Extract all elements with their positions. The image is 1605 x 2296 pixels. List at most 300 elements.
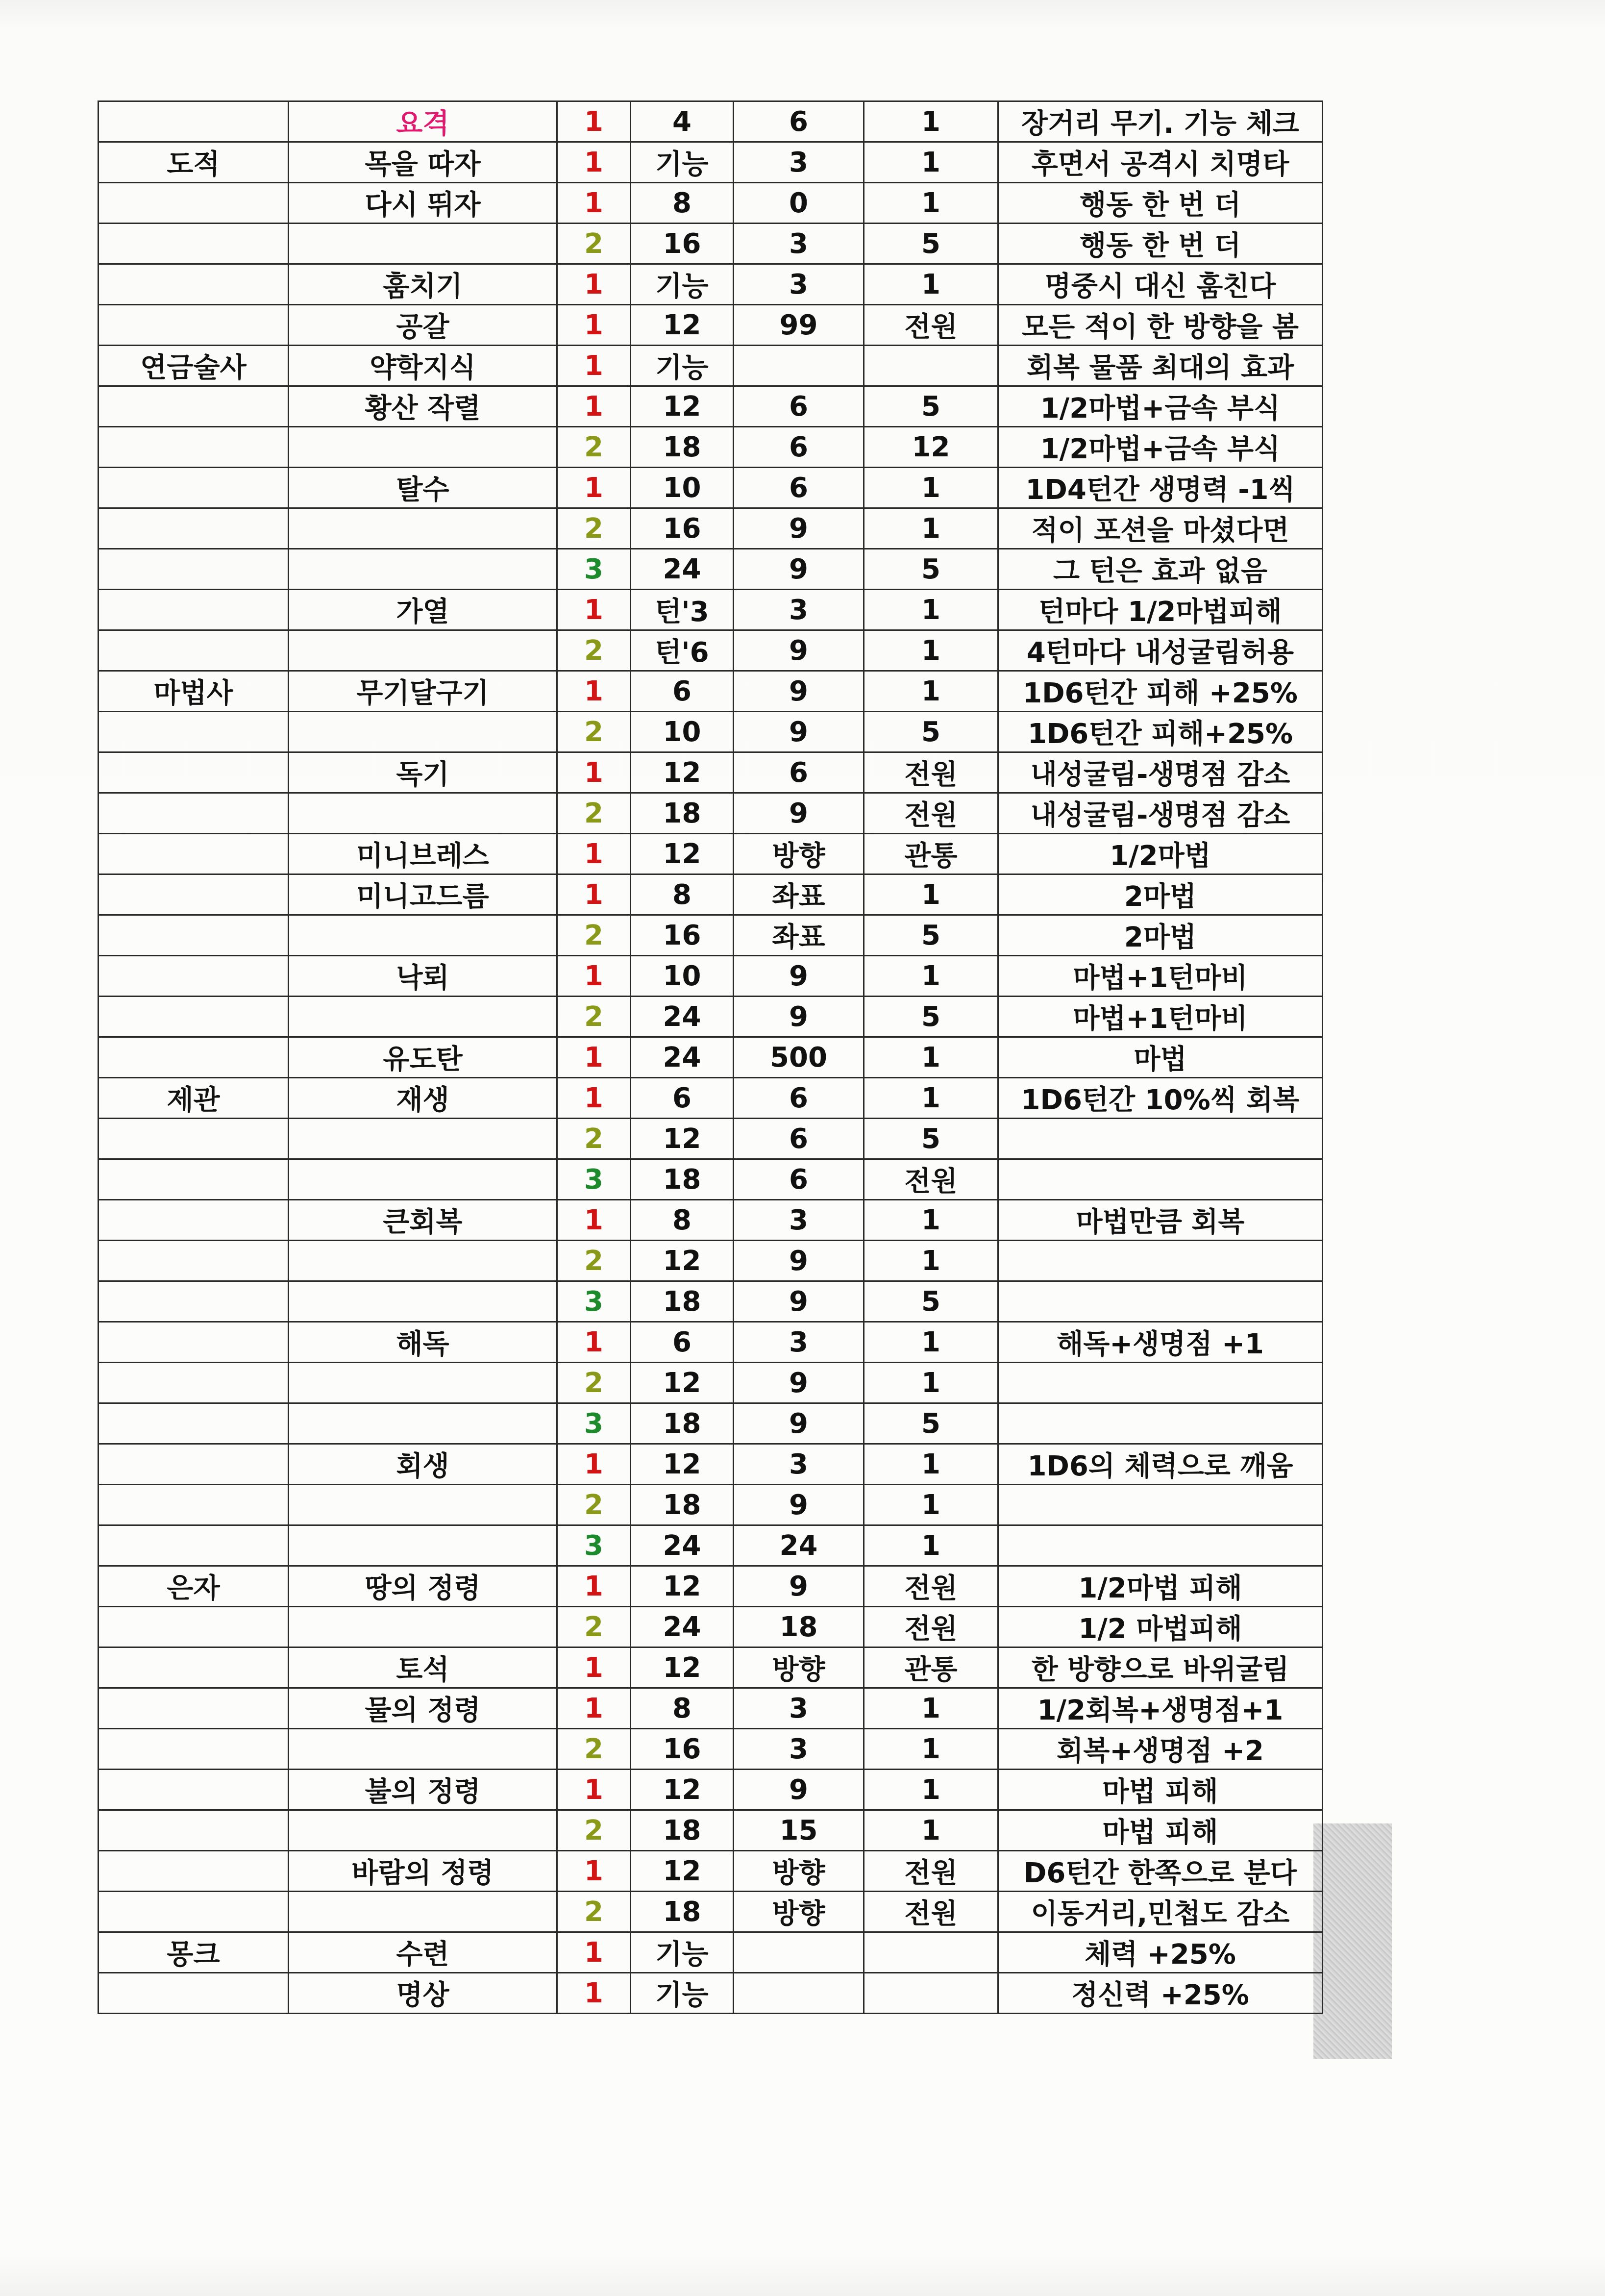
class-cell bbox=[99, 1403, 289, 1444]
range-cell: 3 bbox=[734, 1444, 864, 1485]
target-cell: 1 bbox=[864, 1770, 998, 1810]
table-row bbox=[99, 671, 1323, 712]
table-row bbox=[99, 752, 1323, 793]
skill-name-cell: 미니고드름 bbox=[289, 874, 557, 915]
cost-cell: 18 bbox=[631, 1892, 734, 1932]
class-cell bbox=[99, 101, 289, 142]
target-cell: 5 bbox=[864, 386, 998, 427]
skill-name-cell bbox=[289, 1607, 557, 1647]
class-cell bbox=[99, 305, 289, 346]
target-cell: 1 bbox=[864, 590, 998, 630]
range-cell: 방향 bbox=[734, 834, 864, 874]
effect-cell bbox=[998, 1119, 1323, 1159]
skill-name-cell bbox=[289, 1363, 557, 1403]
cost-cell: 턴'3 bbox=[631, 590, 734, 630]
effect-cell: 내성굴림-생명점 감소 bbox=[998, 793, 1323, 834]
cost-cell: 18 bbox=[631, 1485, 734, 1525]
cost-cell: 18 bbox=[631, 427, 734, 468]
table-row bbox=[99, 834, 1323, 874]
target-cell: 5 bbox=[864, 1281, 998, 1322]
skill-name-cell: 수련 bbox=[289, 1932, 557, 1973]
cost-cell: 12 bbox=[631, 1770, 734, 1810]
target-cell: 1 bbox=[864, 1810, 998, 1851]
range-cell: 9 bbox=[734, 997, 864, 1037]
level-cell: 1 bbox=[557, 1566, 631, 1607]
table-row bbox=[99, 1973, 1323, 2014]
table-row bbox=[99, 1647, 1323, 1688]
level-cell: 1 bbox=[557, 101, 631, 142]
cost-cell: 턴'6 bbox=[631, 630, 734, 671]
target-cell: 전원 bbox=[864, 1892, 998, 1932]
cost-cell: 기능 bbox=[631, 1973, 734, 2014]
cost-cell: 8 bbox=[631, 1200, 734, 1241]
table-row bbox=[99, 142, 1323, 183]
skill-name-cell bbox=[289, 1241, 557, 1281]
target-cell: 전원 bbox=[864, 1607, 998, 1647]
level-cell: 1 bbox=[557, 1770, 631, 1810]
range-cell: 9 bbox=[734, 956, 864, 997]
target-cell: 전원 bbox=[864, 305, 998, 346]
skill-name-cell: 황산 작렬 bbox=[289, 386, 557, 427]
level-cell: 1 bbox=[557, 1037, 631, 1078]
range-cell: 3 bbox=[734, 1729, 864, 1770]
effect-cell: 2마법 bbox=[998, 874, 1323, 915]
table-row bbox=[99, 1729, 1323, 1770]
cost-cell: 12 bbox=[631, 386, 734, 427]
class-cell: 연금술사 bbox=[99, 346, 289, 386]
target-cell: 관통 bbox=[864, 834, 998, 874]
target-cell: 1 bbox=[864, 1078, 998, 1119]
class-cell bbox=[99, 1892, 289, 1932]
skill-name-cell bbox=[289, 1281, 557, 1322]
class-cell bbox=[99, 1200, 289, 1241]
table-row bbox=[99, 427, 1323, 468]
skill-name-cell bbox=[289, 549, 557, 590]
skill-name-cell: 탈수 bbox=[289, 468, 557, 508]
skill-name-cell: 독기 bbox=[289, 752, 557, 793]
class-cell bbox=[99, 630, 289, 671]
table-row bbox=[99, 1932, 1323, 1973]
effect-cell bbox=[998, 1403, 1323, 1444]
skill-name-cell: 다시 뛰자 bbox=[289, 183, 557, 224]
table-row bbox=[99, 1892, 1323, 1932]
skill-name-cell: 무기달구기 bbox=[289, 671, 557, 712]
table-row bbox=[99, 1241, 1323, 1281]
class-cell bbox=[99, 590, 289, 630]
skill-name-cell bbox=[289, 427, 557, 468]
skill-name-cell bbox=[289, 1119, 557, 1159]
level-cell: 1 bbox=[557, 386, 631, 427]
skill-name-cell bbox=[289, 793, 557, 834]
cost-cell: 16 bbox=[631, 224, 734, 264]
table-row bbox=[99, 264, 1323, 305]
effect-cell: 1/2마법 피해 bbox=[998, 1566, 1323, 1607]
class-cell bbox=[99, 1525, 289, 1566]
table-row bbox=[99, 997, 1323, 1037]
class-cell bbox=[99, 1770, 289, 1810]
skill-name-cell: 불의 정령 bbox=[289, 1770, 557, 1810]
cost-cell: 18 bbox=[631, 1159, 734, 1200]
range-cell: 6 bbox=[734, 1159, 864, 1200]
range-cell: 방향 bbox=[734, 1892, 864, 1932]
class-cell bbox=[99, 1647, 289, 1688]
level-cell: 1 bbox=[557, 1078, 631, 1119]
effect-cell: 1/2마법 bbox=[998, 834, 1323, 874]
class-cell bbox=[99, 468, 289, 508]
class-cell: 은자 bbox=[99, 1566, 289, 1607]
skill-name-cell bbox=[289, 630, 557, 671]
range-cell: 3 bbox=[734, 142, 864, 183]
class-cell bbox=[99, 264, 289, 305]
effect-cell bbox=[998, 1363, 1323, 1403]
cost-cell: 6 bbox=[631, 1322, 734, 1363]
effect-cell: 1/2회복+생명점+1 bbox=[998, 1688, 1323, 1729]
table-row bbox=[99, 956, 1323, 997]
range-cell: 방향 bbox=[734, 1647, 864, 1688]
level-cell: 1 bbox=[557, 1932, 631, 1973]
table-row bbox=[99, 1322, 1323, 1363]
skill-name-cell: 토석 bbox=[289, 1647, 557, 1688]
skill-name-cell: 물의 정령 bbox=[289, 1688, 557, 1729]
class-cell bbox=[99, 997, 289, 1037]
skill-name-cell bbox=[289, 508, 557, 549]
table-row bbox=[99, 305, 1323, 346]
range-cell: 좌표 bbox=[734, 874, 864, 915]
class-cell bbox=[99, 1444, 289, 1485]
target-cell: 1 bbox=[864, 101, 998, 142]
class-cell bbox=[99, 874, 289, 915]
skill-name-cell bbox=[289, 1403, 557, 1444]
level-cell: 1 bbox=[557, 183, 631, 224]
level-cell: 1 bbox=[557, 874, 631, 915]
cost-cell: 12 bbox=[631, 1363, 734, 1403]
level-cell: 3 bbox=[557, 1159, 631, 1200]
level-cell: 2 bbox=[557, 712, 631, 752]
cost-cell: 16 bbox=[631, 1729, 734, 1770]
effect-cell: 모든 적이 한 방향을 봄 bbox=[998, 305, 1323, 346]
level-cell: 2 bbox=[557, 224, 631, 264]
table-row bbox=[99, 1810, 1323, 1851]
class-cell bbox=[99, 1363, 289, 1403]
class-cell bbox=[99, 508, 289, 549]
level-cell: 1 bbox=[557, 305, 631, 346]
target-cell: 1 bbox=[864, 264, 998, 305]
skill-name-cell: 회생 bbox=[289, 1444, 557, 1485]
table-row bbox=[99, 1566, 1323, 1607]
table-row bbox=[99, 101, 1323, 142]
cost-cell: 8 bbox=[631, 874, 734, 915]
target-cell: 전원 bbox=[864, 1851, 998, 1892]
range-cell: 방향 bbox=[734, 1851, 864, 1892]
effect-cell: 이동거리,민첩도 감소 bbox=[998, 1892, 1323, 1932]
skill-name-cell: 미니브레스 bbox=[289, 834, 557, 874]
range-cell: 99 bbox=[734, 305, 864, 346]
skill-name-cell bbox=[289, 224, 557, 264]
table-row bbox=[99, 712, 1323, 752]
class-cell bbox=[99, 1159, 289, 1200]
effect-cell: 4턴마다 내성굴림허용 bbox=[998, 630, 1323, 671]
target-cell: 5 bbox=[864, 997, 998, 1037]
target-cell: 1 bbox=[864, 1241, 998, 1281]
skill-name-cell: 명상 bbox=[289, 1973, 557, 2014]
effect-cell: 적이 포션을 마셨다면 bbox=[998, 508, 1323, 549]
level-cell: 1 bbox=[557, 1322, 631, 1363]
skill-name-cell: 훔치기 bbox=[289, 264, 557, 305]
skill-name-cell bbox=[289, 1159, 557, 1200]
cost-cell: 4 bbox=[631, 101, 734, 142]
effect-cell: 1/2마법+금속 부식 bbox=[998, 427, 1323, 468]
skill-name-cell: 큰회복 bbox=[289, 1200, 557, 1241]
range-cell: 6 bbox=[734, 101, 864, 142]
level-cell: 2 bbox=[557, 1892, 631, 1932]
skill-name-cell: 땅의 정령 bbox=[289, 1566, 557, 1607]
class-cell: 마법사 bbox=[99, 671, 289, 712]
level-cell: 2 bbox=[557, 1810, 631, 1851]
target-cell: 1 bbox=[864, 1729, 998, 1770]
class-cell bbox=[99, 1281, 289, 1322]
table-row bbox=[99, 1770, 1323, 1810]
level-cell: 2 bbox=[557, 915, 631, 956]
table-row bbox=[99, 1403, 1323, 1444]
table-row bbox=[99, 346, 1323, 386]
level-cell: 3 bbox=[557, 549, 631, 590]
skill-name-cell: 유도탄 bbox=[289, 1037, 557, 1078]
target-cell: 전원 bbox=[864, 1159, 998, 1200]
effect-cell: 마법+1턴마비 bbox=[998, 956, 1323, 997]
effect-cell: 1D6의 체력으로 깨움 bbox=[998, 1444, 1323, 1485]
table-row bbox=[99, 874, 1323, 915]
target-cell: 5 bbox=[864, 712, 998, 752]
range-cell: 9 bbox=[734, 630, 864, 671]
range-cell: 좌표 bbox=[734, 915, 864, 956]
class-cell bbox=[99, 915, 289, 956]
skill-name-cell bbox=[289, 1485, 557, 1525]
table-row bbox=[99, 468, 1323, 508]
class-cell bbox=[99, 1973, 289, 2014]
skill-name-cell: 바람의 정령 bbox=[289, 1851, 557, 1892]
cost-cell: 기능 bbox=[631, 346, 734, 386]
target-cell: 1 bbox=[864, 508, 998, 549]
table-row bbox=[99, 1037, 1323, 1078]
range-cell: 3 bbox=[734, 590, 864, 630]
level-cell: 1 bbox=[557, 1688, 631, 1729]
level-cell: 1 bbox=[557, 1647, 631, 1688]
effect-cell: 해독+생명점 +1 bbox=[998, 1322, 1323, 1363]
effect-cell: 정신력 +25% bbox=[998, 1973, 1323, 2014]
target-cell: 전원 bbox=[864, 752, 998, 793]
scan-smudge bbox=[1313, 1823, 1392, 2059]
class-cell bbox=[99, 793, 289, 834]
class-cell bbox=[99, 386, 289, 427]
range-cell: 9 bbox=[734, 793, 864, 834]
cost-cell: 24 bbox=[631, 1607, 734, 1647]
level-cell: 1 bbox=[557, 346, 631, 386]
range-cell bbox=[734, 346, 864, 386]
table-row bbox=[99, 1159, 1323, 1200]
target-cell: 12 bbox=[864, 427, 998, 468]
target-cell: 5 bbox=[864, 1403, 998, 1444]
level-cell: 1 bbox=[557, 468, 631, 508]
level-cell: 1 bbox=[557, 956, 631, 997]
level-cell: 2 bbox=[557, 1607, 631, 1647]
cost-cell: 18 bbox=[631, 1810, 734, 1851]
range-cell: 18 bbox=[734, 1607, 864, 1647]
target-cell: 1 bbox=[864, 1322, 998, 1363]
level-cell: 2 bbox=[557, 1485, 631, 1525]
skill-name-cell: 낙뢰 bbox=[289, 956, 557, 997]
cost-cell: 8 bbox=[631, 1688, 734, 1729]
cost-cell: 12 bbox=[631, 1241, 734, 1281]
class-cell bbox=[99, 549, 289, 590]
level-cell: 1 bbox=[557, 264, 631, 305]
target-cell bbox=[864, 346, 998, 386]
skill-name-cell bbox=[289, 1729, 557, 1770]
table-row bbox=[99, 1688, 1323, 1729]
range-cell: 9 bbox=[734, 1770, 864, 1810]
level-cell: 3 bbox=[557, 1403, 631, 1444]
target-cell bbox=[864, 1973, 998, 2014]
effect-cell: 회복 물품 최대의 효과 bbox=[998, 346, 1323, 386]
effect-cell bbox=[998, 1241, 1323, 1281]
skill-name-cell bbox=[289, 997, 557, 1037]
cost-cell: 12 bbox=[631, 1444, 734, 1485]
target-cell bbox=[864, 1932, 998, 1973]
class-cell bbox=[99, 834, 289, 874]
skill-name-cell bbox=[289, 915, 557, 956]
effect-cell: 1D6턴간 10%씩 회복 bbox=[998, 1078, 1323, 1119]
table-row bbox=[99, 508, 1323, 549]
range-cell: 9 bbox=[734, 1566, 864, 1607]
level-cell: 1 bbox=[557, 142, 631, 183]
cost-cell: 12 bbox=[631, 305, 734, 346]
cost-cell: 12 bbox=[631, 1119, 734, 1159]
cost-cell: 6 bbox=[631, 1078, 734, 1119]
table-row bbox=[99, 915, 1323, 956]
level-cell: 3 bbox=[557, 1525, 631, 1566]
level-cell: 1 bbox=[557, 1851, 631, 1892]
target-cell: 1 bbox=[864, 183, 998, 224]
table-row bbox=[99, 1607, 1323, 1647]
effect-cell: 마법+1턴마비 bbox=[998, 997, 1323, 1037]
cost-cell: 12 bbox=[631, 1851, 734, 1892]
level-cell: 1 bbox=[557, 1444, 631, 1485]
class-cell bbox=[99, 1729, 289, 1770]
effect-cell: 마법 bbox=[998, 1037, 1323, 1078]
level-cell: 2 bbox=[557, 1729, 631, 1770]
table-row bbox=[99, 549, 1323, 590]
effect-cell: 턴마다 1/2마법피해 bbox=[998, 590, 1323, 630]
effect-cell: 행동 한 번 더 bbox=[998, 183, 1323, 224]
cost-cell: 24 bbox=[631, 549, 734, 590]
range-cell: 9 bbox=[734, 1363, 864, 1403]
class-cell bbox=[99, 1037, 289, 1078]
target-cell: 1 bbox=[864, 1688, 998, 1729]
target-cell: 전원 bbox=[864, 793, 998, 834]
range-cell: 15 bbox=[734, 1810, 864, 1851]
target-cell: 5 bbox=[864, 224, 998, 264]
effect-cell: 그 턴은 효과 없음 bbox=[998, 549, 1323, 590]
target-cell: 전원 bbox=[864, 1566, 998, 1607]
level-cell: 1 bbox=[557, 1200, 631, 1241]
cost-cell: 18 bbox=[631, 1281, 734, 1322]
range-cell: 0 bbox=[734, 183, 864, 224]
range-cell bbox=[734, 1973, 864, 2014]
class-cell bbox=[99, 1322, 289, 1363]
class-cell: 제관 bbox=[99, 1078, 289, 1119]
effect-cell: 2마법 bbox=[998, 915, 1323, 956]
table-row bbox=[99, 793, 1323, 834]
class-cell bbox=[99, 1607, 289, 1647]
skill-name-cell: 약학지식 bbox=[289, 346, 557, 386]
class-cell bbox=[99, 1241, 289, 1281]
table-row bbox=[99, 183, 1323, 224]
class-cell bbox=[99, 224, 289, 264]
effect-cell: 1D4턴간 생명력 -1씩 bbox=[998, 468, 1323, 508]
target-cell: 1 bbox=[864, 142, 998, 183]
cost-cell: 10 bbox=[631, 712, 734, 752]
cost-cell: 12 bbox=[631, 834, 734, 874]
cost-cell: 16 bbox=[631, 915, 734, 956]
cost-cell: 18 bbox=[631, 793, 734, 834]
level-cell: 2 bbox=[557, 793, 631, 834]
range-cell: 9 bbox=[734, 1281, 864, 1322]
table-row bbox=[99, 1119, 1323, 1159]
table-row bbox=[99, 224, 1323, 264]
target-cell: 5 bbox=[864, 1119, 998, 1159]
skill-name-cell bbox=[289, 712, 557, 752]
cost-cell: 기능 bbox=[631, 142, 734, 183]
range-cell: 6 bbox=[734, 468, 864, 508]
skill-name-cell: 목을 따자 bbox=[289, 142, 557, 183]
class-cell bbox=[99, 1810, 289, 1851]
level-cell: 2 bbox=[557, 630, 631, 671]
skill-name-cell bbox=[289, 1892, 557, 1932]
effect-cell: 1/2 마법피해 bbox=[998, 1607, 1323, 1647]
table-row bbox=[99, 1485, 1323, 1525]
effect-cell: 마법만큼 회복 bbox=[998, 1200, 1323, 1241]
skill-name-cell bbox=[289, 1525, 557, 1566]
target-cell: 1 bbox=[864, 671, 998, 712]
cost-cell: 12 bbox=[631, 752, 734, 793]
table-row bbox=[99, 630, 1323, 671]
effect-cell: 한 방향으로 바위굴림 bbox=[998, 1647, 1323, 1688]
level-cell: 2 bbox=[557, 1119, 631, 1159]
range-cell: 9 bbox=[734, 712, 864, 752]
target-cell: 1 bbox=[864, 1037, 998, 1078]
effect-cell: 1/2마법+금속 부식 bbox=[998, 386, 1323, 427]
level-cell: 3 bbox=[557, 1281, 631, 1322]
skill-table bbox=[98, 100, 1323, 2014]
table-row bbox=[99, 1078, 1323, 1119]
level-cell: 1 bbox=[557, 752, 631, 793]
effect-cell: 회복+생명점 +2 bbox=[998, 1729, 1323, 1770]
class-cell bbox=[99, 1688, 289, 1729]
effect-cell: 1D6턴간 피해+25% bbox=[998, 712, 1323, 752]
effect-cell: 행동 한 번 더 bbox=[998, 224, 1323, 264]
level-cell: 2 bbox=[557, 997, 631, 1037]
level-cell: 1 bbox=[557, 1973, 631, 2014]
skill-name-cell bbox=[289, 1810, 557, 1851]
range-cell: 3 bbox=[734, 1688, 864, 1729]
class-cell bbox=[99, 183, 289, 224]
level-cell: 1 bbox=[557, 834, 631, 874]
class-cell bbox=[99, 1485, 289, 1525]
skill-name-cell: 재생 bbox=[289, 1078, 557, 1119]
cost-cell: 16 bbox=[631, 508, 734, 549]
range-cell: 3 bbox=[734, 1322, 864, 1363]
range-cell: 9 bbox=[734, 671, 864, 712]
effect-cell bbox=[998, 1159, 1323, 1200]
